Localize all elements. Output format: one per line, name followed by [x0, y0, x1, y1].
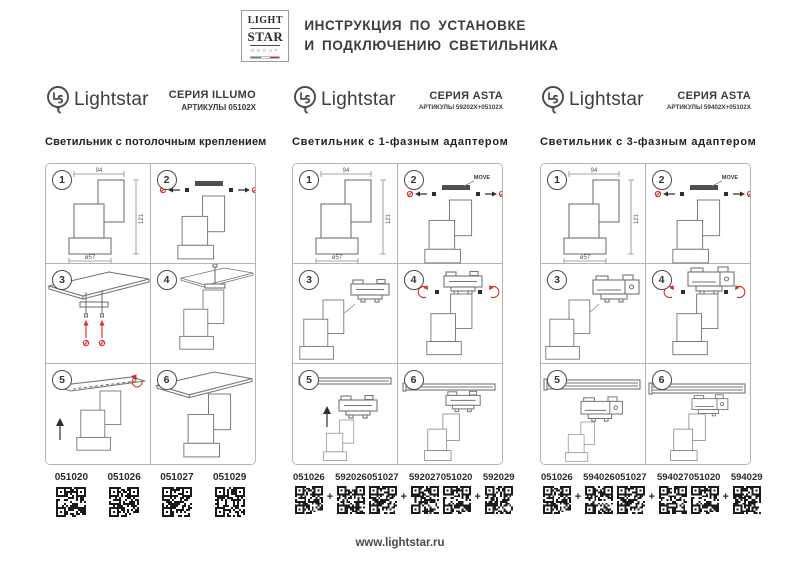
- title-line-1: ИНСТРУКЦИЯ ПО УСТАНОВКЕ: [304, 18, 526, 34]
- step-badge: 1: [547, 170, 567, 190]
- step-badge: 2: [652, 170, 672, 190]
- sku-item: [367, 472, 399, 514]
- title-line-2: И ПОДКЛЮЧЕНИЮ СВЕТИЛЬНИКА: [304, 38, 559, 53]
- qr-code: [443, 486, 471, 514]
- qr-code: [337, 486, 365, 514]
- series-title: СЕРИЯ ASTA: [429, 89, 503, 102]
- svg-text:MOVE: MOVE: [473, 175, 490, 181]
- sku-row: [292, 472, 515, 514]
- sku-row: [45, 472, 256, 517]
- instruction-grid: [292, 163, 503, 465]
- brand-row: [292, 78, 503, 122]
- series-articles: АРТИКУЛЫ 05102X: [181, 102, 256, 112]
- sku-label: 051020: [688, 472, 721, 483]
- step-cell-1: [46, 164, 151, 264]
- logo-star: STAR: [247, 29, 284, 45]
- column-asta-3phase: [540, 78, 763, 514]
- sku-label: 051026: [541, 472, 573, 483]
- qr-code: [543, 486, 571, 514]
- sku-item: [541, 472, 573, 514]
- qr-code: [659, 486, 687, 514]
- step-cell-4: [646, 264, 751, 364]
- series-block: [667, 90, 751, 111]
- logo-group: GROUP: [250, 48, 280, 54]
- plus-sign: +: [574, 491, 582, 503]
- sku-item: [335, 472, 367, 514]
- sku-pair: [293, 472, 367, 514]
- instruction-grid: [540, 163, 751, 465]
- series-block: [419, 90, 503, 111]
- footer: [0, 537, 800, 549]
- step-badge: 6: [404, 370, 424, 390]
- series-title: СЕРИЯ ASTA: [677, 89, 751, 102]
- step-badge: 4: [652, 270, 672, 290]
- step-badge: 2: [157, 170, 177, 190]
- qr-code: [485, 486, 513, 514]
- svg-text:121: 121: [139, 213, 145, 225]
- sku-item: [483, 472, 515, 514]
- qr-code: [585, 486, 613, 514]
- document-title: [304, 10, 558, 62]
- step-badge: 5: [299, 370, 319, 390]
- step-badge: 3: [547, 270, 567, 290]
- sku-item: [107, 472, 140, 517]
- website-url: www.lightstar.ru: [355, 537, 445, 549]
- step-badge: 3: [52, 270, 72, 290]
- brand-row: [540, 78, 751, 122]
- brand-row: [45, 78, 256, 122]
- step-badge: 3: [299, 270, 319, 290]
- sku-item: [441, 472, 473, 514]
- sku-pair: [615, 472, 689, 514]
- step-cell-5: [541, 364, 646, 464]
- sku-row: [540, 472, 763, 514]
- series-articles: АРТИКУЛЫ 59402X+05102X: [666, 103, 751, 111]
- step-cell-3: [46, 264, 151, 364]
- qr-code: [691, 486, 719, 514]
- column-subtitle: Светильник с 1-фазным адаптером: [292, 136, 509, 148]
- header: [0, 10, 800, 62]
- plus-sign: +: [326, 491, 334, 503]
- sku-item: [731, 472, 763, 514]
- qr-code: [215, 487, 245, 517]
- sku-item: [213, 472, 246, 517]
- series-block: [169, 89, 256, 112]
- plus-sign: +: [722, 491, 729, 503]
- qr-code: [162, 487, 192, 517]
- svg-text:ø57: ø57: [84, 255, 96, 261]
- brand-name: Lightstar: [569, 89, 644, 110]
- sku-label: 051027: [160, 472, 194, 483]
- step-cell-5: [46, 364, 151, 464]
- lightstar-logo-icon: [540, 85, 566, 115]
- step-badge: 2: [404, 170, 424, 190]
- step-cell-2: [151, 164, 256, 264]
- qr-code: [411, 486, 439, 514]
- step-cell-2: [646, 164, 751, 264]
- italian-flag-stripe: [250, 56, 280, 59]
- step-badge: 4: [157, 270, 177, 290]
- instruction-grid: [45, 163, 256, 465]
- step-badge: 1: [52, 170, 72, 190]
- step-badge: 1: [299, 170, 319, 190]
- sku-label: 592029: [482, 472, 515, 483]
- step-cell-3: [541, 264, 646, 364]
- sku-item: [293, 472, 325, 514]
- qr-code: [369, 486, 397, 514]
- sku-pair: [441, 472, 515, 514]
- sku-label: 051026: [293, 472, 325, 483]
- column-subtitle: Светильник с потолочным креплением: [45, 136, 267, 148]
- step-badge: 6: [652, 370, 672, 390]
- sku-label: 051029: [212, 472, 247, 483]
- sku-label: 051027: [614, 472, 647, 483]
- sku-item: [409, 472, 441, 514]
- step-cell-4: [398, 264, 503, 364]
- step-cell-6: [151, 364, 256, 464]
- logo-rule: [250, 45, 280, 46]
- sku-label: 594027: [656, 472, 689, 483]
- svg-text:MOVE: MOVE: [721, 175, 738, 181]
- sku-item: [160, 472, 193, 517]
- sku-label: 592027: [408, 472, 441, 483]
- sku-label: 594029: [730, 472, 763, 483]
- sku-pair: [541, 472, 615, 514]
- column-asta-1phase: [292, 78, 515, 514]
- column-illumo: [45, 78, 267, 517]
- sku-label: 051027: [366, 472, 399, 483]
- brand-name: Lightstar: [321, 89, 396, 110]
- step-badge: 4: [404, 270, 424, 290]
- step-cell-1: [541, 164, 646, 264]
- column-subtitle: Светильник с 3-фазным адаптером: [540, 136, 757, 148]
- plus-sign: +: [474, 491, 481, 503]
- sku-label: 051026: [107, 472, 141, 483]
- step-cell-6: [646, 364, 751, 464]
- lightstar-logo-icon: [45, 85, 71, 115]
- step-cell-6: [398, 364, 503, 464]
- step-cell-1: [293, 164, 398, 264]
- step-cell-5: [293, 364, 398, 464]
- sku-pair: [367, 472, 441, 514]
- step-badge: 6: [157, 370, 177, 390]
- series-title: СЕРИЯ ILLUMO: [168, 88, 256, 101]
- lightstar-logo-icon: [292, 85, 318, 115]
- step-badge: 5: [52, 370, 72, 390]
- plus-sign: +: [648, 491, 655, 503]
- step-cell-3: [293, 264, 398, 364]
- brand-name: Lightstar: [74, 89, 149, 110]
- sku-label: 051020: [440, 472, 473, 483]
- series-articles: АРТИКУЛЫ 59202X+05102X: [418, 103, 503, 111]
- sku-item: [689, 472, 721, 514]
- qr-code: [295, 486, 323, 514]
- sku-label: 051020: [54, 472, 89, 483]
- step-badge: 5: [547, 370, 567, 390]
- qr-code: [56, 487, 86, 517]
- sku-item: [615, 472, 647, 514]
- sku-item: [55, 472, 88, 517]
- step-cell-2: [398, 164, 503, 264]
- qr-code: [617, 486, 645, 514]
- plus-sign: +: [400, 491, 407, 503]
- sku-label: 592026: [335, 472, 367, 483]
- sku-item: [583, 472, 615, 514]
- sku-item: [657, 472, 689, 514]
- qr-code: [109, 487, 139, 517]
- sku-label: 594026: [583, 472, 615, 483]
- logo-light: LIGHT: [247, 15, 284, 27]
- svg-text:94: 94: [95, 168, 103, 174]
- step-cell-4: [151, 264, 256, 364]
- sku-pair: [689, 472, 763, 514]
- lightstar-group-logo: [241, 10, 289, 62]
- qr-code: [733, 486, 761, 514]
